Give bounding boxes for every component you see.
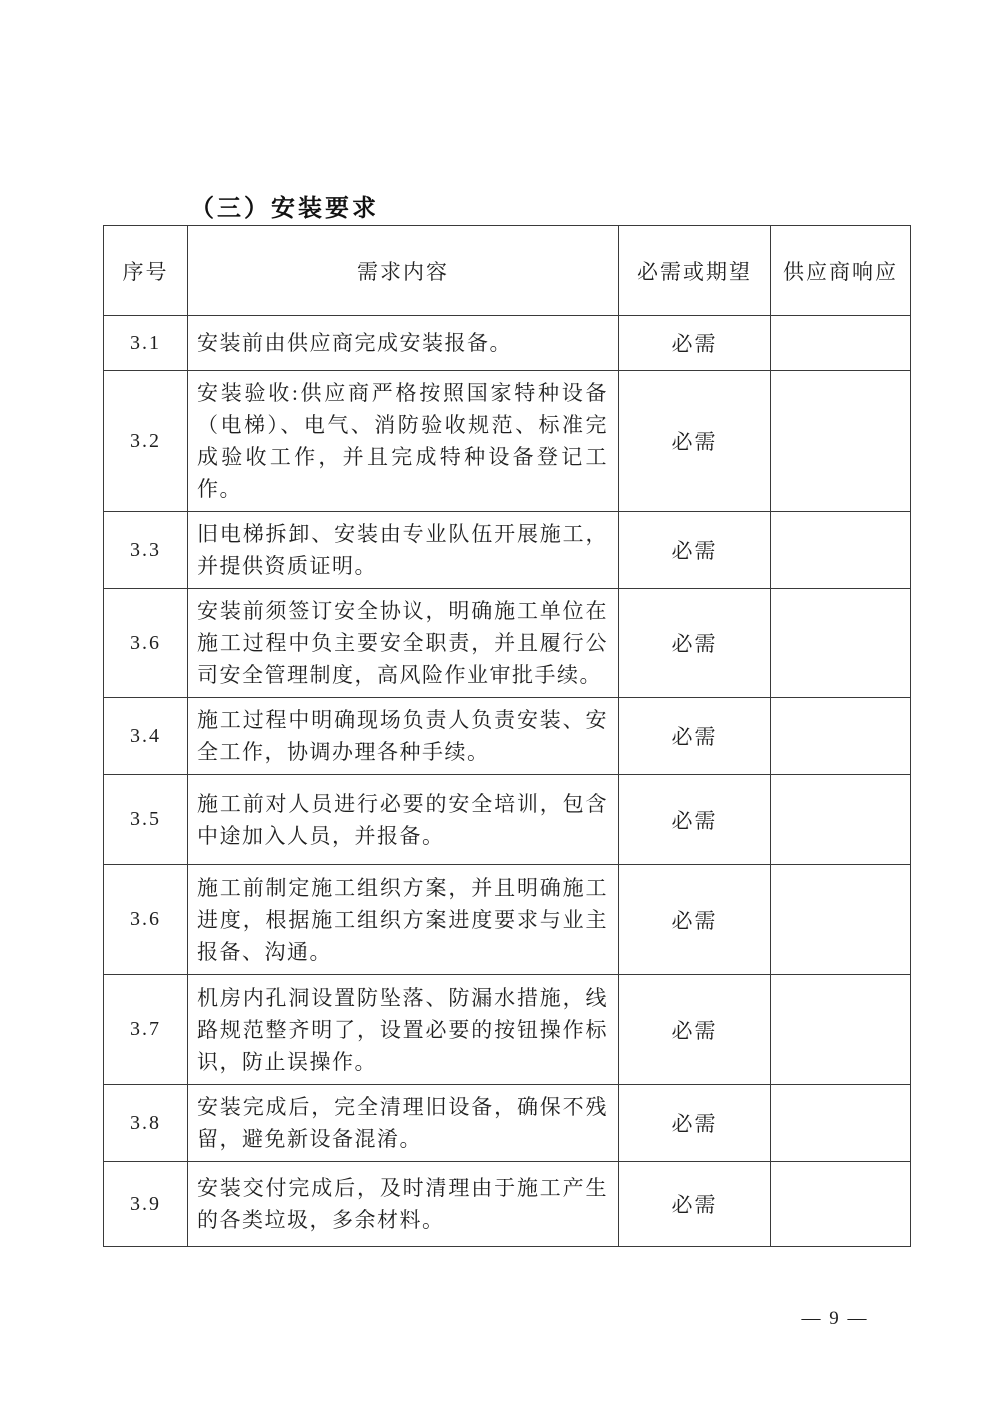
seq-no-cell: 3.4 xyxy=(104,698,188,775)
required-or-expected-cell: 必需 xyxy=(619,865,771,975)
page-number: — 9 — xyxy=(801,1308,869,1329)
supplier-response-cell xyxy=(771,1085,911,1162)
header-requirement-content: 需求内容 xyxy=(188,226,619,316)
supplier-response-cell xyxy=(771,1162,911,1247)
header-required-or-expected: 必需或期望 xyxy=(619,226,771,316)
header-supplier-response: 供应商响应 xyxy=(771,226,911,316)
supplier-response-cell xyxy=(771,865,911,975)
seq-no-cell: 3.3 xyxy=(104,512,188,589)
requirement-content-cell: 安装前由供应商完成安装报备。 xyxy=(188,316,619,371)
seq-no-cell: 3.7 xyxy=(104,975,188,1085)
supplier-response-cell xyxy=(771,589,911,698)
table-row xyxy=(104,512,911,589)
table-row xyxy=(104,1085,911,1162)
supplier-response-cell xyxy=(771,512,911,589)
requirement-content-cell: 施工过程中明确现场负责人负责安装、安全工作，协调办理各种手续。 xyxy=(188,698,619,775)
required-or-expected-cell: 必需 xyxy=(619,1085,771,1162)
seq-no-cell: 3.6 xyxy=(104,589,188,698)
required-or-expected-cell: 必需 xyxy=(619,589,771,698)
required-or-expected-cell: 必需 xyxy=(619,975,771,1085)
section-title: （三）安装要求 xyxy=(190,196,379,222)
table-row xyxy=(104,775,911,865)
required-or-expected-cell: 必需 xyxy=(619,512,771,589)
table-row xyxy=(104,975,911,1085)
table-header-row xyxy=(104,226,911,316)
supplier-response-cell xyxy=(771,975,911,1085)
table-row xyxy=(104,865,911,975)
required-or-expected-cell: 必需 xyxy=(619,775,771,865)
requirement-content-cell: 施工前对人员进行必要的安全培训，包含中途加入人员，并报备。 xyxy=(188,775,619,865)
requirement-content-cell: 施工前制定施工组织方案，并且明确施工进度，根据施工组织方案进度要求与业主报备、沟通。 xyxy=(188,865,619,975)
required-or-expected-cell: 必需 xyxy=(619,698,771,775)
seq-no-cell: 3.1 xyxy=(104,316,188,371)
table-row xyxy=(104,316,911,371)
requirement-content-cell: 安装验收:供应商严格按照国家特种设备（电梯）、电气、消防验收规范、标准完成验收工作，并且完成特种设备登记工作。 xyxy=(188,371,619,512)
requirement-content-cell: 安装完成后，完全清理旧设备，确保不残留，避免新设备混淆。 xyxy=(188,1085,619,1162)
seq-no-cell: 3.6 xyxy=(104,865,188,975)
required-or-expected-cell: 必需 xyxy=(619,1162,771,1247)
table-row xyxy=(104,589,911,698)
seq-no-cell: 3.2 xyxy=(104,371,188,512)
requirements-table xyxy=(103,225,911,1247)
supplier-response-cell xyxy=(771,775,911,865)
required-or-expected-cell: 必需 xyxy=(619,371,771,512)
required-or-expected-cell: 必需 xyxy=(619,316,771,371)
requirement-content-cell: 安装前须签订安全协议，明确施工单位在施工过程中负主要安全职责，并且履行公司安全管理制度，高风险作业审批手续。 xyxy=(188,589,619,698)
seq-no-cell: 3.8 xyxy=(104,1085,188,1162)
table-row xyxy=(104,1162,911,1247)
seq-no-cell: 3.9 xyxy=(104,1162,188,1247)
header-seq-no: 序号 xyxy=(104,226,188,316)
supplier-response-cell xyxy=(771,316,911,371)
seq-no-cell: 3.5 xyxy=(104,775,188,865)
requirement-content-cell: 安装交付完成后，及时清理由于施工产生的各类垃圾，多余材料。 xyxy=(188,1162,619,1247)
table-row xyxy=(104,698,911,775)
requirement-content-cell: 机房内孔洞设置防坠落、防漏水措施，线路规范整齐明了，设置必要的按钮操作标识，防止误操作。 xyxy=(188,975,619,1085)
table-row xyxy=(104,371,911,512)
supplier-response-cell xyxy=(771,371,911,512)
requirement-content-cell: 旧电梯拆卸、安装由专业队伍开展施工，并提供资质证明。 xyxy=(188,512,619,589)
supplier-response-cell xyxy=(771,698,911,775)
